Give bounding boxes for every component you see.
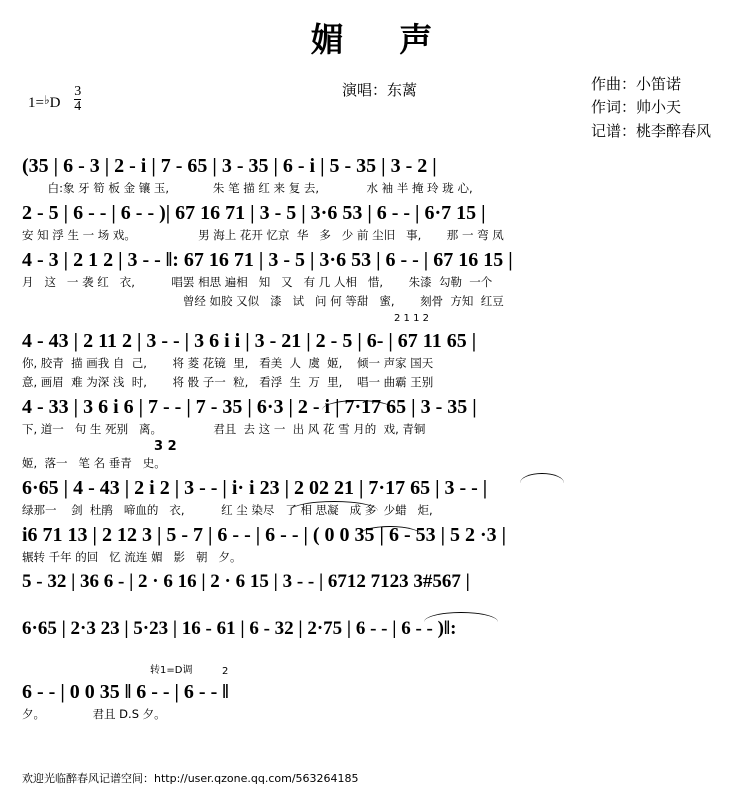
lyric-line-1: 绿那一 剑 杜鹃 啼血的 衣, 红 尘 染尽 了 相 思凝 成 多 少蜡 炬, xyxy=(22,503,433,517)
lyric-line-1: 白:象 牙 筍 板 金 镶 玉, 朱 笔 描 红 来 复 去, 水 袖 半 掩 玲 珑 心, xyxy=(22,181,473,195)
time-signature xyxy=(74,85,81,114)
notation-line: 4 - 3 | 2 1 2 | 3 - - ‖: 67 16 71 | 3 - 5 | 3·6 53 | 6 - - | 67 16 15 | xyxy=(22,249,513,271)
lyric-line-2: 姬, 落一 笔 名 垂青 史。 xyxy=(22,456,166,470)
lyric-line-1: 安 知 浮 生 一 场 戏。 男 海上 花开 忆京 华 多 少 前 尘旧 事, 那 一 弯 凤 xyxy=(22,228,504,242)
ending-2-annotation: 2 xyxy=(222,666,229,677)
system-5 xyxy=(22,394,721,473)
notation-line: 5 - 32 | 36 6 - | 2 · 6 16 | 2 · 6 15 | 3 - - | 6712 7123 3#567 | xyxy=(22,571,470,592)
system-2 xyxy=(22,200,721,245)
notation-line: 4 - 33 | 3 6 i 6 | 7 - - | 7 - 35 | 6·3 | 2 - i | 7·17 65 | 3 - 35 | xyxy=(22,396,477,418)
system-10 xyxy=(22,663,721,724)
composer-credit: 作曲：小笛诺 xyxy=(590,75,681,93)
key-signature xyxy=(28,85,81,114)
annotation-2112: 2 1 1 2 xyxy=(394,313,429,324)
notation-line: i6 71 13 | 2 12 3 | 5 - 7 | 6 - - | 6 - - | ( 0 0 35 | 6 - 53 | 5 2 ·3 | xyxy=(22,524,507,546)
lyric-line-2: 曾经 如胶 又似 漆 试 问 何 等甜 蜜, 刻骨 方知 红豆 xyxy=(22,294,504,308)
system-8 xyxy=(22,569,721,614)
meter-numerator: 3 xyxy=(74,84,82,99)
system-6 xyxy=(22,475,721,520)
credits-block xyxy=(591,73,711,143)
singer-credit: 演唱：东蓠 xyxy=(342,81,418,99)
notation-line: 6·65 | 2·3 23 | 5·23 | 16 - 61 | 6 - 32 | 2·75 | 6 - - | 6 - - )‖: xyxy=(22,618,457,639)
key-label: 1= xyxy=(28,95,44,111)
lyric-line-1: 夕。 君且 D.S 夕。 xyxy=(22,707,166,721)
notation-line: (35 | 6 - 3 | 2 - i | 7 - 65 | 3 - 35 | 6 - i | 5 - 35 | 3 - 2 | xyxy=(22,155,437,177)
system-3 xyxy=(22,247,721,326)
notation-line: 6·65 | 4 - 43 | 2 i 2 | 3 - - | i· i 23 | 2 02 21 | 7·17 65 | 3 - - | xyxy=(22,477,488,499)
lyric-line-1 xyxy=(22,595,721,614)
lyric-line-1: 你, 胶青 描 画我 自 己, 将 菱 花镜 里, 看美 人 虞 姬, 倾一 声家 国天 xyxy=(22,356,434,370)
music-body xyxy=(0,153,743,724)
footer-text: 欢迎光临醉春风记谱空间：http://user.qzone.qq.com/563264185 xyxy=(22,772,359,785)
notation-line: 6 - - | 0 0 35 ‖ 6 - - | 6 - - ‖ xyxy=(22,681,229,703)
header-row xyxy=(0,61,743,153)
lyric-line-1 xyxy=(22,642,721,661)
system-9 xyxy=(22,616,721,661)
key-change-annotation: 转1=D调 xyxy=(150,665,193,676)
lyricist-credit: 作词：帅小天 xyxy=(590,98,681,117)
lyric-line-2: 意, 画眉 难 为深 浅 时, 将 骰 子一 粒, 看浮 生 万 里, 唱一 曲霸 王别 xyxy=(22,375,434,389)
key-accidental: ♭ xyxy=(43,93,50,107)
notation-line: 2 - 5 | 6 - - | 6 - - )| 67 16 71 | 3 - 5 | 3·6 53 | 6 - - | 6·7 15 | xyxy=(22,202,486,224)
lyric-line-1: 月 这 一 袭 红 衣, 唱罢 相思 遍相 知 又 有 几 人相 惜, 朱漆 勾勒 一个 xyxy=(22,275,493,289)
lyric-line-1: 辗转 千年 的回 忆 流连 媚 影 朝 夕。 xyxy=(22,550,242,564)
page-title: 媚 声 xyxy=(310,20,455,59)
system-7 xyxy=(22,522,721,567)
annotation-32: 3 2 xyxy=(154,439,177,454)
key-name: D xyxy=(49,95,61,111)
notation-line: 4 - 43 | 2 11 2 | 3 - - | 3 6 i i | 3 - 21 | 2 - 5 | 6- | 67 11 65 | xyxy=(22,330,477,352)
system-4 xyxy=(22,328,721,392)
lyric-line-1: 下, 道一 句 生 死别 离。 君且 去 这 一 出 风 花 雪 月的 戏, 青铜 xyxy=(22,422,426,436)
system-1 xyxy=(22,153,721,198)
transcriber-credit: 记谱：桃李醉春风 xyxy=(590,121,711,140)
meter-denominator: 4 xyxy=(74,99,82,114)
